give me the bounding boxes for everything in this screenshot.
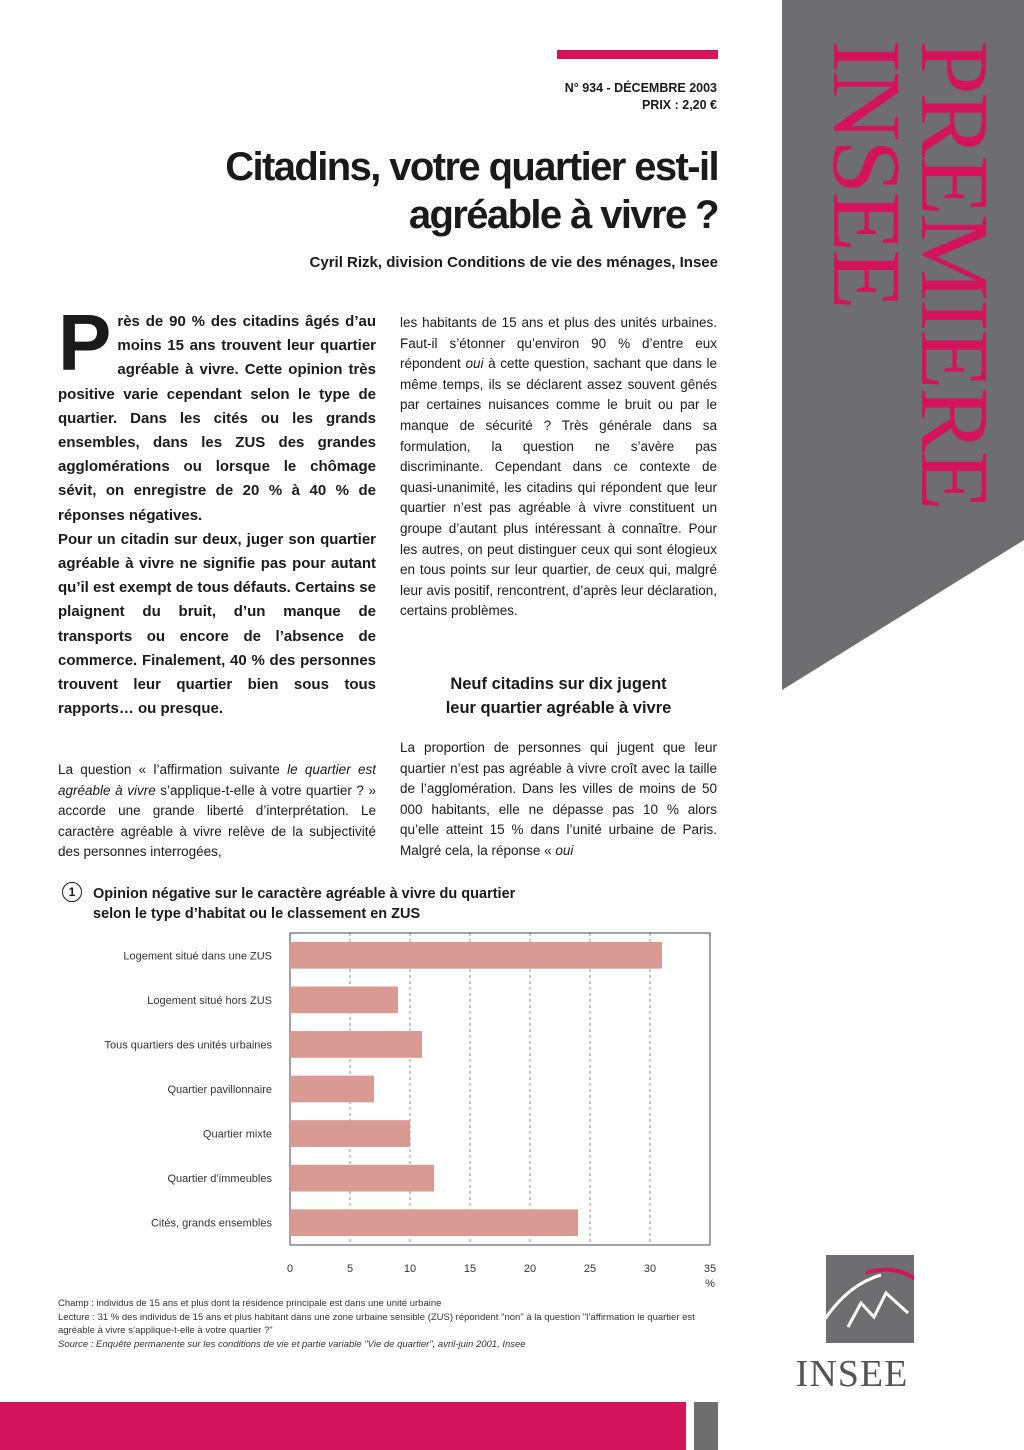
issue-price: PRIX : 2,20 € — [641, 98, 717, 112]
bottom-accent-bar — [0, 1402, 686, 1450]
x-tick-label: 35 — [703, 1263, 717, 1275]
x-axis-unit: % — [705, 1278, 715, 1290]
category-label: Logement situé hors ZUS — [147, 994, 272, 1007]
insee-logo — [782, 1255, 922, 1405]
x-tick-label: 10 — [403, 1263, 417, 1275]
bar — [290, 1120, 410, 1147]
bottom-grey-block — [694, 1402, 718, 1450]
category-label: Quartier mixte — [202, 1128, 272, 1141]
section-heading — [400, 672, 717, 720]
title-line-2: agréable à vivre ? — [408, 193, 718, 237]
bar — [290, 986, 398, 1013]
figure-title-line-2: selon le type d’habitat ou le classement en ZUS — [93, 906, 421, 922]
body-text: La proportion de personnes qui jugent que leur quartier n’est pas agréable à vivre croît avec la taille de l’agglomération. Dans les villes de moins de 50 000 habitants, elle ne dépasse pas 10 % alors qu’elle atteint 15 % dans l’unité urbaine de Paris. Malgré cela, la réponse « — [400, 740, 717, 858]
bar-chart — [50, 925, 730, 1300]
masthead-premiere: PREMIERE — [900, 40, 1008, 509]
figure-number-badge: 1 — [62, 882, 82, 902]
category-label: Tous quartiers des unités urbaines — [104, 1039, 272, 1052]
figure-title — [93, 884, 693, 924]
body-text: La question « l’affirmation suivante — [58, 762, 288, 777]
x-tick-label: 15 — [463, 1263, 477, 1275]
bar — [290, 942, 662, 969]
logo-emblem-graphic — [826, 1255, 914, 1343]
body-column-1 — [58, 760, 376, 864]
body-text: les habitants de 15 ans et plus des unités urbaines. Faut-il s’étonner qu’environ 90 % d’entre eux répondent — [400, 315, 717, 372]
category-label: Quartier pavillonnaire — [167, 1084, 272, 1096]
title-line-1: Citadins, votre quartier est-il — [225, 145, 718, 189]
author-line: Cyril Rizk, division Conditions de vie des ménages, Insee — [309, 254, 718, 271]
figure-note-champ: Champ : individus de 15 ans et plus dont la résidence principale est dans une unité urbaine — [58, 1298, 442, 1309]
masthead-insee: INSEE — [812, 40, 920, 308]
category-label: Logement situé dans une ZUS — [123, 950, 272, 963]
body-text-emphasis: oui — [465, 356, 484, 372]
body-text-emphasis: oui — [555, 842, 574, 858]
figure-notes — [58, 1297, 720, 1351]
body-text: s’applique-t-elle à votre quartier ? » accorde une grande liberté d’interprétation. Le caractère agréable à vivre relève de la subjectivité des personnes interrogées, — [58, 782, 376, 860]
issue-info — [440, 80, 717, 114]
body-column-2 — [400, 313, 717, 622]
x-tick-label: 20 — [523, 1263, 537, 1275]
x-tick-label: 0 — [286, 1263, 294, 1275]
category-label: Cités, grands ensembles — [150, 1217, 272, 1230]
lead-paragraph-2: Pour un citadin sur deux, juger son quartier agréable à vivre ne signifie pas pour autant qu’il est exempt de tous défauts. Certains se plaignent du bruit, d’un manque de transports ou encore de l’absence de commerce. Finalement, 40 % des personnes trouvent leur quartier bien sous tous rapports… ou presque. — [58, 530, 376, 718]
figure-note-source: Source : Enquête permanente sur les conditions de vie et partie variable "Vie de quartier", avril-juin 2001, Insee — [58, 1338, 526, 1350]
issue-number: N° 934 - DÉCEMBRE 2003 — [564, 81, 717, 95]
drop-cap: P — [58, 298, 112, 387]
page-title — [150, 143, 718, 239]
bar — [290, 1076, 374, 1103]
body-text-emphasis: le quartier est agréable à vivre — [58, 762, 376, 798]
section-heading-line-2: leur quartier agréable à vivre — [445, 699, 672, 717]
x-tick-label: 5 — [346, 1263, 354, 1275]
x-tick-label: 30 — [643, 1263, 657, 1275]
body-column-2-continued — [400, 738, 717, 864]
figure-note-lecture: Lecture : 31 % des individus de 15 ans et plus habitant dans une zone urbaine sensible (ZUS) répondent "non" à la question "l’affirmation le quartier est agréable à vivre s’applique-t-elle à votre quartier ?" — [58, 1311, 695, 1336]
lead-paragraph-1: rès de 90 % des citadins âgés d’au moins 15 ans trouvent leur quartier agréable à vivre. Cette opinion très positive varie cependant selon le type de quartier. Dans les cités ou les grands ensembles, dans les ZUS des grandes agglomérations ou lorsque le chômage sévit, on enregistre de 20 % à 40 % de réponses négatives. — [58, 313, 376, 524]
top-accent-bar — [557, 50, 718, 59]
figure-title-line-1: Opinion négative sur le caractère agréable à vivre du quartier — [93, 886, 516, 902]
section-heading-line-1: Neuf citadins sur dix jugent — [450, 675, 667, 693]
category-label: Quartier d’immeubles — [167, 1173, 272, 1186]
logo-emblem — [826, 1255, 914, 1343]
bar — [290, 1031, 422, 1058]
bar — [290, 1209, 578, 1236]
bar — [290, 1165, 434, 1192]
x-tick-label: 25 — [583, 1263, 597, 1275]
lead-summary — [58, 298, 376, 721]
logo-wordmark: INSEE — [795, 1353, 909, 1395]
body-text: à cette question, sachant que dans le même temps, ils se déclarent assez souvent gênés par certaines nuisances comme le bruit ou par le manque de sécurité ? Très générale dans sa formulation, la question ne s’avère pas discriminante. Cependant dans ce contexte de quasi-unanimité, les citadins qui répondent que leur quartier n’est pas agréable à vivre constituent un groupe d’autant plus intéressant à connaître. Pour les autres, on peut distinguer ceux qui sont élogieux en tous points sur leur quartier, de ceux qui, malgré leur avis positif, rencontrent, d’après leur déclaration, certains problèmes. — [400, 356, 717, 619]
